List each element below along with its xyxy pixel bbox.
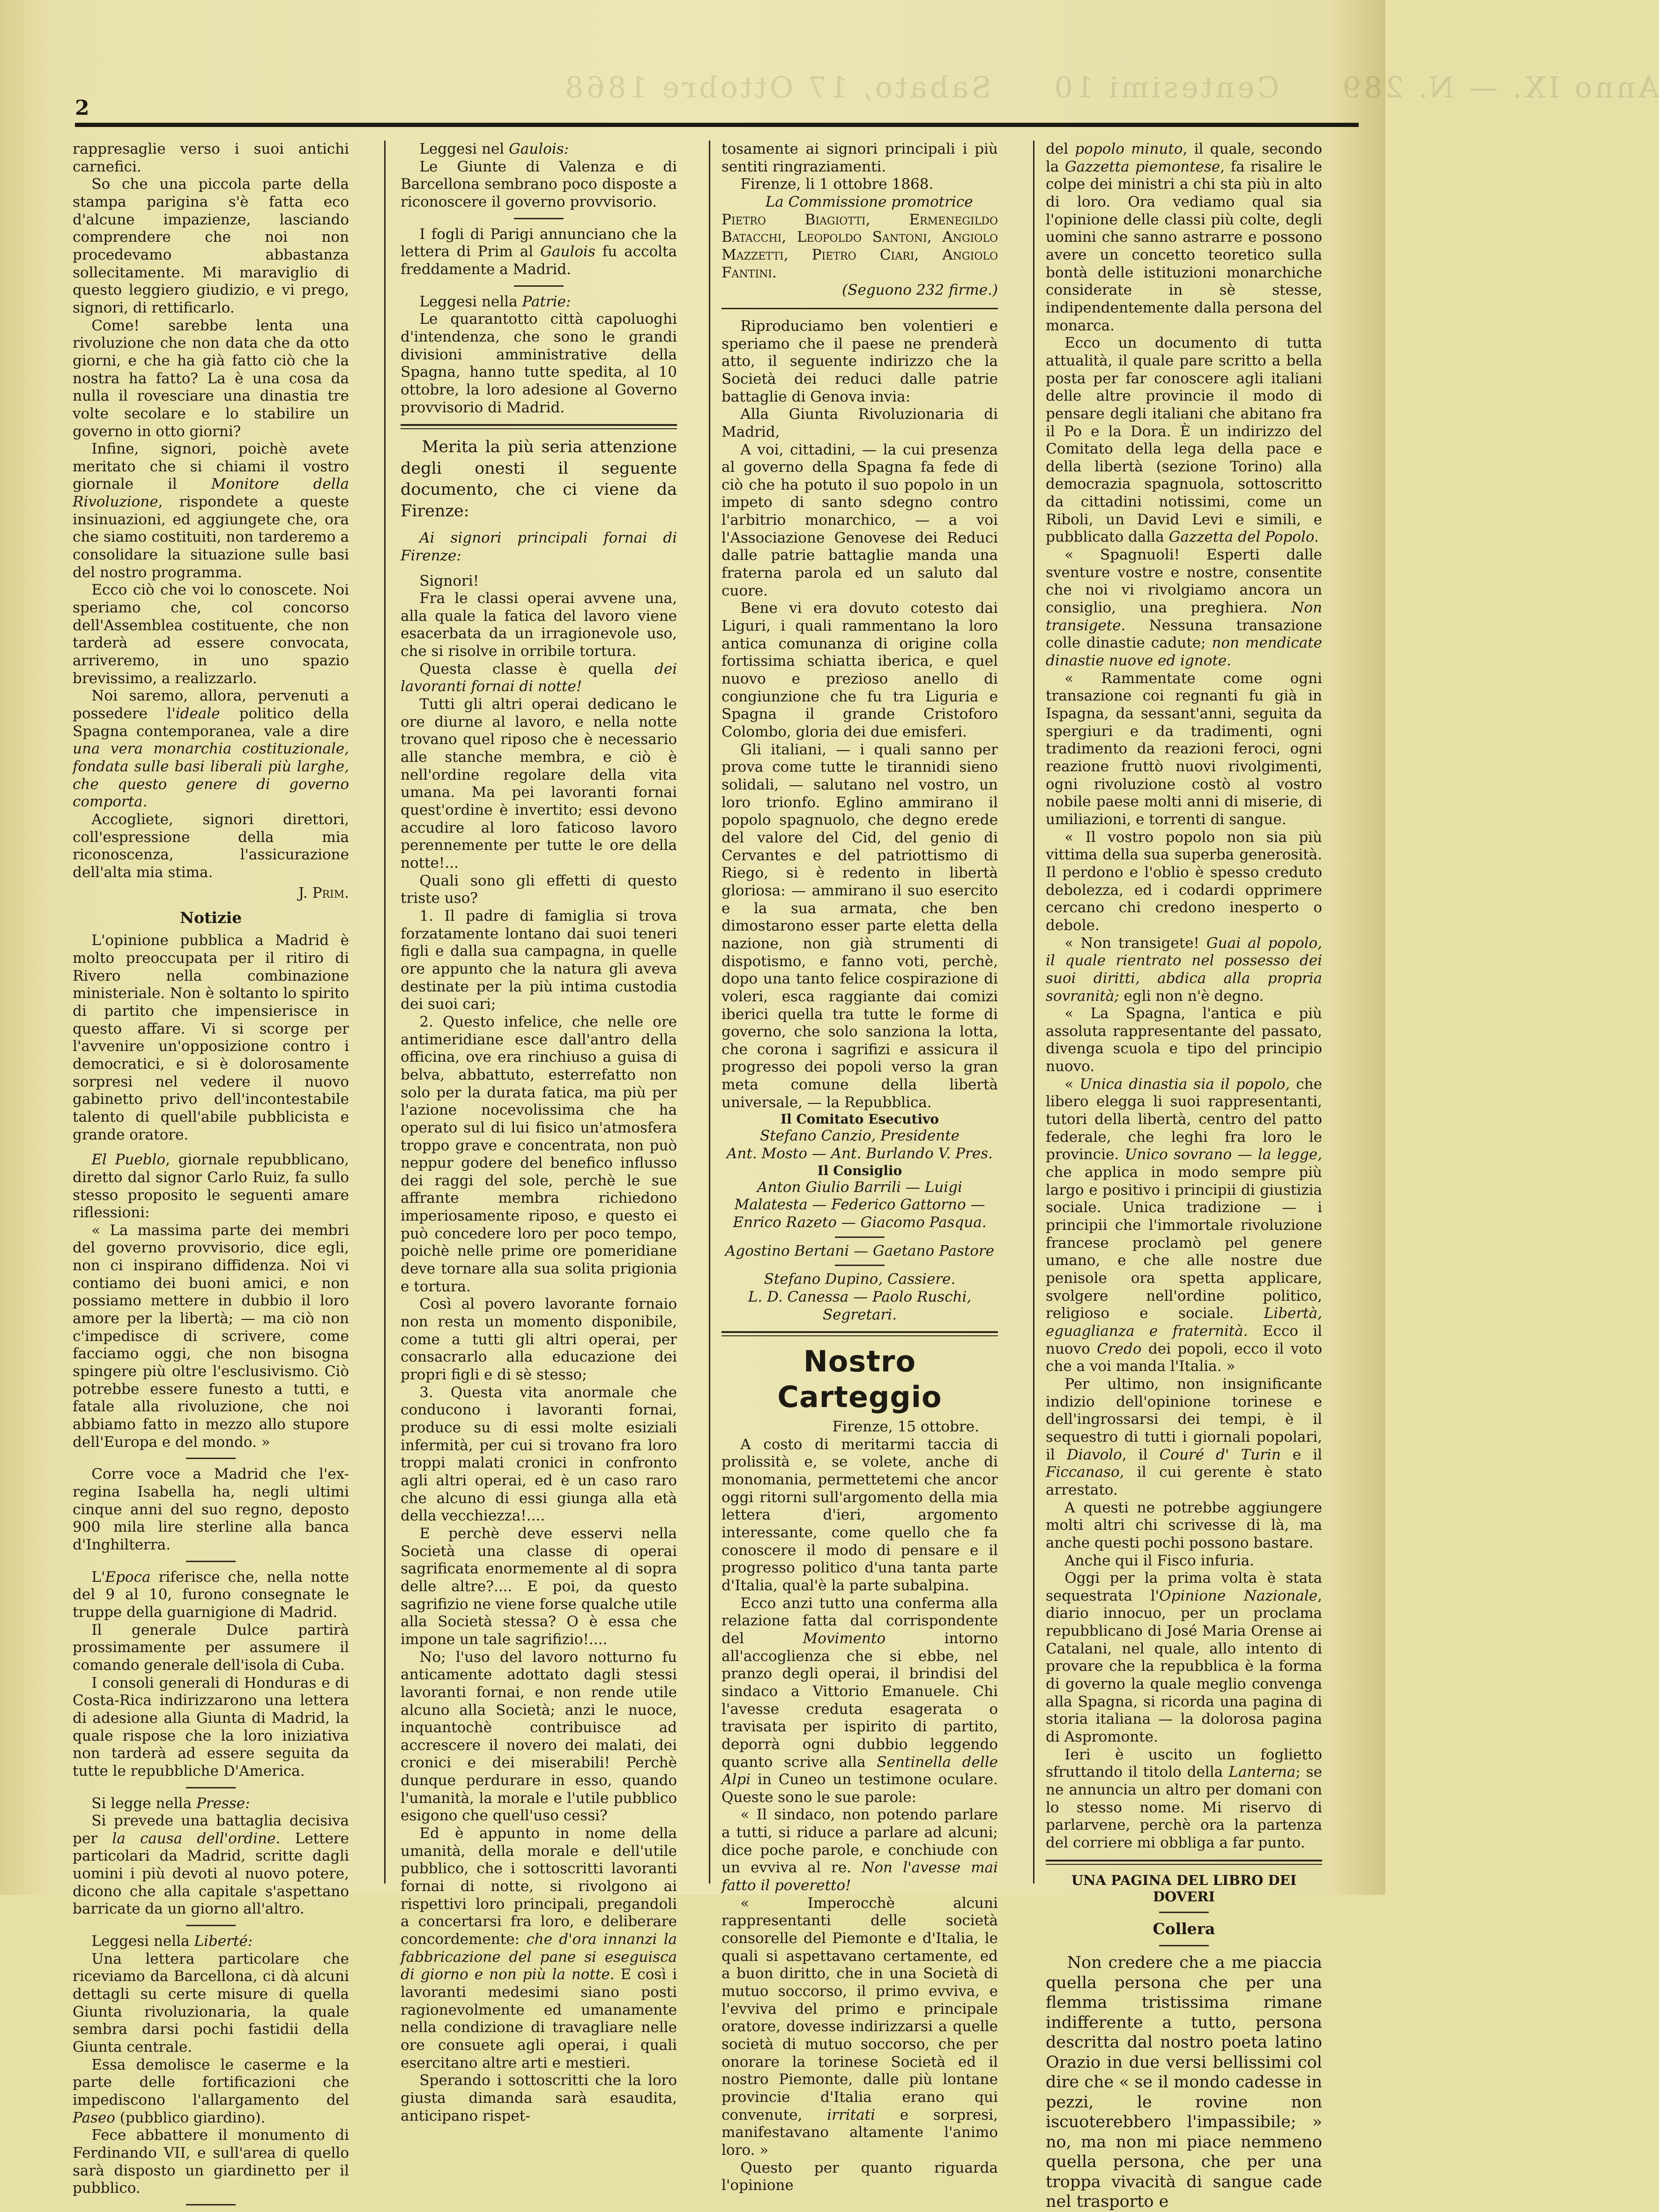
salutation: Signori! <box>419 572 479 589</box>
paragraph: Una lettera particolare che riceviamo da Barcellona, ci dà alcuni dettagli su certe misure di quella Giunta rivoluzionaria, la quale sembra darsi pochi fastidii della Giunta centrale. <box>73 1950 349 2056</box>
paragraph: Ecco ciò che voi lo conoscete. Noi speriamo che, col concorso dell'Assemblea costituente, che non tarderà ad essere convocata, arriveremo, in uno spazio brevissimo, a realizzarlo. <box>73 581 349 687</box>
paragraph: No; l'uso del lavoro notturno fu anticamente adottato dagli stessi lavoranti fornai, e non rende utile alcuno alla Società; anzi le nuoce, inquantochè contribuisce ad accrescere il novero dei malati, dei cronici e dei miserabili! Perchè dunque perdurare in esso, quando l'umanità, la morale e l'utile pubblico esigono che quell'uso cessi? <box>401 1648 677 1825</box>
divider <box>186 1925 236 1926</box>
paragraph: Anche qui il Fisco infuria. <box>1064 1552 1255 1569</box>
quote-paragraph: « La Spagna, l'antica e più assoluta rappresentante del passato, divenga scuola e tipo del principio nuovo. <box>1046 1005 1322 1075</box>
council-heading: Il Consiglio <box>817 1162 902 1178</box>
quote-paragraph: « Il vostro popolo non sia più vittima della sua superba generosità. Il perdono e l'oblio è spesso creduto debolezza, ed i codardi opprimere cercano chi credono inesperto o debole. <box>1046 828 1322 934</box>
signatories: Pietro Biagiotti, Ermenegildo Batacchi, Leopoldo Santoni, Angiolo Mazzetti, Pietro Ciari, Angiolo Fantini. <box>722 211 998 281</box>
secretaries-line: L. D. Canessa — Paolo Ruschi, Segretari. <box>748 1288 972 1323</box>
cashier-line: Stefano Dupino, Cassiere. <box>764 1271 956 1288</box>
divider <box>835 1265 885 1266</box>
quote-paragraph: « Rammentate come ogni transazione coi regnanti fu già in Ispagna, da sessant'anni, seguita da spergiuri e da tradimenti, ogni tradimento da reazioni feroci, ogni reazione fruttò nuovi rivolgimenti, ogni rivoluzione costò al vostro nobile paese molti anni di miserie, di umiliazioni, e torrenti di sangue. <box>1046 670 1322 828</box>
paragraph: tosamente ai signori principali i più sentiti ringraziamenti. <box>722 141 998 175</box>
divider <box>1159 1945 1209 1946</box>
section-heading-notizie: Notizie <box>179 909 242 927</box>
paragraph: Leggesi nel Gaulois: <box>419 141 569 157</box>
paragraph: Le Giunte di Valenza e di Barcellona sembrano poco disposte a riconoscere il governo provvisorio. <box>401 158 677 210</box>
paragraph: Non credere che a me piaccia quella persona che per una flemma tristissima rimane indifferente a tutto, persona descritta dal nostro poeta latino Orazio in due versi bellissimi col dire che « se il mondo cadesse in pezzi, le rovine non iscuoterebbero l'impassibile; » no, ma non mi piace nemmeno quella persona, che per una troppa vivacità di sangue cade nel trasporto e <box>1046 1953 1322 2212</box>
paragraph: Quali sono gli effetti di questo triste uso? <box>401 872 677 907</box>
paragraph: Si prevede una battaglia decisiva per la causa dell'ordine. Lettere particolari da Madrid, scritte dagli uomini i più devoti al nuovo potere, dicono che alla capitale s'aspettano barricate da un giorno all'altro. <box>73 1812 349 1918</box>
paragraph: Leggesi nella Patrie: <box>419 293 571 310</box>
paragraph: Tutti gli altri operai dedicano le ore diurne al lavoro, e nella notte trovano quel riposo che è necessario alle stanche membra, e ciò è nell'ordine regolare della vita umana. Ma pei lavoranti fornai quest'ordine è invertito; essi devono accudire al loro faticoso lavoro perennemente per tutte le ore della notte!... <box>401 696 677 871</box>
paragraph: A costo di meritarmi taccia di prolissità e, se volete, anche di monomania, permettetemi che ancor oggi ritorni sull'argomento della mia lettera d'ieri, argomento interessante, come quello che fa conoscere il modo di pensare e il progresso politico d'una tanta parte d'Italia, qual'è la parte subalpina. <box>722 1436 998 1594</box>
signatures-note: (Seguono 232 firme.) <box>842 282 998 299</box>
paragraph: I fogli di Parigi annunciano che la lettera di Prim al Gaulois fu accolta freddamente a Madrid. <box>401 225 677 278</box>
paragraph: Noi saremo, allora, pervenuti a possedere l'ideale politico della Spagna contemporanea, vale a dire una vera monarchia costituzionale, fondata sulle basi liberali più larghe, che questo genere di governo comporta. <box>73 687 349 811</box>
paragraph: A voi, cittadini, — la cui presenza al governo della Spagna fa fede di ciò che ha potuto il suo popolo in un impeto di santo sdegno contro l'arbitrio monarchico, — a voi l'Associazione Genovese dei Reduci dalle patrie battaglie manda una fraterna parola ed un saluto dal cuore. <box>722 441 998 599</box>
vice-president-line: Ant. Mosto — Ant. Burlando V. Pres. <box>727 1145 993 1162</box>
quote-paragraph: « La massima parte dei membri del governo provvisorio, dice egli, non ci inspirano diffidenza. Noi vi contiamo dei buoni amici, e non possiamo mettere in dubbio il loro amore per la libertà; — ma ciò non c'impedisce di scrivere, come facciamo oggi, che non bisogna spingere più oltre l'esclusivismo. Ciò potrebbe essere funesto a tutti, e fatale alla rivoluzione, che noi abbiamo fatto in mezzo allo stupore dell'Europa e del mondo. » <box>73 1221 349 1451</box>
paragraph: L'Epoca riferisce che, nella notte del 9 al 10, furono consegnate le truppe della guarnigione di Madrid. <box>73 1568 349 1621</box>
paragraph: Leggesi nella Liberté: <box>91 1933 253 1950</box>
paragraph: rappresaglie verso i suoi antichi carnefici. <box>73 141 349 175</box>
paragraph: A questi ne potrebbe aggiungere molti altri chi scrivesse di là, ma anche questi pochi possono bastare. <box>1046 1499 1322 1551</box>
section-heading-carteggio: Nostro Carteggio <box>777 1344 942 1414</box>
paragraph: E perchè deve esservi nella Società una classe di operai sagrificata enormemente al di sopra delle altre?.... E poi, da questo sagrifizio ne viene forse qualche utile alla Società stessa? O è essa che impone un tale sagrifizio!.... <box>401 1525 677 1648</box>
paragraph: Accogliete, signori direttori, coll'espressione della mia riconoscenza, l'assicurazione dell'alta mia stima. <box>73 811 349 881</box>
paragraph: Oggi per la prima volta è stata sequestrata l'Opinione Nazionale, diario innocuo, per un proclama repubblicano di José Maria Orense ai Catalani, nel quale, allo intento di provare che la repubblica è la forma di governo la quale meglio convenga alla Spagna, si ricorda una pagina di storia italiana — la dolorosa pagina di Aspromonte. <box>1046 1570 1322 1746</box>
paragraph: Il generale Dulce partirà prossimamente per assumere il comando generale dell'isola di Cuba. <box>73 1621 349 1674</box>
paragraph: Corre voce a Madrid che l'ex-regina Isabella ha, negli ultimi cinque anni del suo regno, deposto 900 mila lire sterline alla banca d'Inghilterra. <box>73 1466 349 1553</box>
section-heading-libro-dei-doveri: UNA PAGINA DEL LIBRO DEI DOVERI <box>1071 1872 1297 1905</box>
divider <box>186 1458 236 1459</box>
names-line: Agostino Bertani — Gaetano Pastore <box>725 1242 995 1259</box>
signature: J. Prim. <box>298 884 349 901</box>
paragraph: Questo per quanto riguarda l'opinione <box>722 2159 998 2194</box>
paragraph: Le quarantotto città capoluoghi d'intendenza, che sono le grandi divisioni amministrative della Spagna, hanno tutte spedita, al 10 ottobre, la loro adesione al Governo provvisorio di Madrid. <box>401 311 677 416</box>
paragraph: Infine, signori, poichè avete meritato che si chiami il vostro giornale il Monitore della Rivoluzione, rispondete a queste insinuazioni, ed aggiungete che, ora che siamo costituiti, non tarderemo a consolidare la situazione sulle basi del nostro programma. <box>73 440 349 581</box>
committee-heading: Il Comitato Esecutivo <box>781 1111 939 1127</box>
paragraph: El Pueblo, giornale repubblicano, diretto dal signor Carlo Ruiz, fa sullo stesso proposito le seguenti amare riflessioni: <box>73 1151 349 1221</box>
divider <box>514 285 564 287</box>
paragraph: Alla Giunta Rivoluzionaria di Madrid, <box>722 406 998 440</box>
column-2 <box>401 141 677 2125</box>
paragraph: So che una piccola parte della stampa parigina s'è fatta eco d'alcune impazienze, lasciando comprendere che noi non procedevamo abbastanza sollecitamente. Mi maraviglio di questo leggiero giudizio, e vi prego, signori, di rettificarlo. <box>73 176 349 316</box>
paragraph: Riproduciamo ben volentieri e speriamo che il paese ne prenderà atto, il seguente indirizzo che la Società dei reduci dalle patrie battaglie di Genova invia: <box>722 317 998 405</box>
paragraph: 3. Questa vita anormale che conducono i lavoranti fornai, produce su di essi molte esiziali infermità, per cui si trovano fra loro troppi malati cronici in confronto agli altri operai, ed è un caso raro che alcuno di essi giunga alla età della vecchiezza!.... <box>401 1384 677 1525</box>
show-through-text: Anno IX. — N. 289 Centesimi 10 Sabato, 17 Ottobre 1868 <box>562 70 1659 104</box>
header-rule <box>75 123 1359 127</box>
paragraph: del popolo minuto, il quale, secondo la Gazzetta piemontese, fa risalire le colpe dei ministri a chi sta più in alto di loro. Ora vediamo qual sia l'opinione delle classi più colte, degli uomini che sanno astrarre e possono avere un concetto teoretico sulla bontà delle istituzioni monarchiche considerate in sè stesse, indipendentemente dalla persona del monarca. <box>1046 141 1323 334</box>
paragraph: Fece abbattere il monumento di Ferdinando VII, e sull'area di quello sarà disposto un giardinetto per il pubblico. <box>73 2127 349 2197</box>
paragraph: Bene vi era dovuto cotesto dai Liguri, i quali rammentano la loro antica comunanza di origine colla fortissima schiatta iberica, e quel nuovo e prezioso anello di congiunzione che fu tra Liguria e Spagna il grande Cristoforo Colombo, gloria dei due emisferi. <box>722 600 998 740</box>
column-1 <box>73 141 349 2212</box>
date-line: Firenze, li 1 ottobre 1868. <box>740 176 934 193</box>
paragraph: Ieri è uscito un foglietto sfruttando il titolo della Lanterna; se ne annuncia un altro per domani con lo stesso nome. Mi riservo di parlarvene, perchè ora la partenza del corriere mi obbliga a far punto. <box>1046 1746 1322 1851</box>
paragraph: Per ultimo, non insignificante indizio dell'opinione torinese e dell'ingrossarsi dei tempi, è il sequestro di tutti i giornali popolari, il Diavolo, il Couré d' Turin e il Ficcanaso, il cui gerente è stato arrestato. <box>1046 1375 1322 1498</box>
paragraph: Sperando i sottoscritti che la loro giusta dimanda sarà esaudita, anticipano rispet- <box>401 2072 677 2124</box>
paragraph: Questa classe è quella dei lavoranti fornai di notte! <box>401 660 677 695</box>
page-number: 2 <box>75 96 89 120</box>
paragraph: Si legge nella Presse: <box>91 1795 250 1812</box>
paragraph: Come! sarebbe lenta una rivoluzione che non data che da otto giorni, e che ha già fatto ciò che la nostra ha fatto? La è una cosa da nulla il rovesciare una dinastia tre volte secolare e lo stabilire un governo in otto giorni? <box>73 317 349 440</box>
paragraph: Così al povero lavorante fornaio non resta un momento disponibile, come a tutti gli altri operai, per consacrarlo alla educazione dei propri figli e di sè stesso; <box>401 1296 677 1384</box>
column-divider <box>1033 141 1034 1884</box>
divider <box>514 218 564 219</box>
paragraph: 2. Questo infelice, che nelle ore antimeridiane esce dall'antro della officina, ove era rinchiuso a guisa di belva, abbattuto, esterrefatto non solo per la durata fatica, ma più per l'azione nocevolissima che ha operato sul di lui fisico un'atmosfera troppo grave e concentrata, non può neppur godere del benefico influsso dei raggi del sole, perchè le sue affrante membra richiedono imperiosamente riposo, e questo ei può concedere loro per poco tempo, poichè nelle prime ore pomeridiane deve tornare alla sua solita prigionia e tortura. <box>401 1013 677 1295</box>
paragraph: Ecco un documento di tutta attualità, il quale pare scritto a bella posta per far conoscere agli italiani delle altre provincie il modo di pensare degli italiani che abitano fra il Po e la Dora. È un indirizzo del Comitato della lega della pace e della libertà (sezione Torino) alla democrazia spagnuola, sottoscritto da cittadini notissimi, come un Riboli, un David Levi e simili, e pubblicato dalla Gazzetta del Popolo. <box>1046 335 1322 546</box>
president-line: Stefano Canzio, Presidente <box>759 1127 960 1145</box>
paragraph: Essa demolisce le caserme e la parte delle fortificazioni che impediscono l'allargamento del Paseo (pubblico giardino). <box>73 2056 349 2126</box>
date-line: Firenze, 15 ottobre. <box>832 1418 979 1436</box>
quote-paragraph: « Il sindaco, non potendo parlare a tutti, si riduce a parlare ad alcuni; dice poche parole, e conchiude con un evviva al re. Non l'avesse mai fatto il poveretto! <box>722 1806 998 1894</box>
column-3 <box>722 141 998 2195</box>
divider <box>1159 1912 1209 1913</box>
column-divider <box>709 141 710 1884</box>
committee-line: La Commissione promotrice <box>765 193 973 210</box>
paragraph: I consoli generali di Honduras e di Costa-Rica indirizzarono una lettera di adesione alla Giunta di Madrid, la quale rispose che la loro iniziativa non tarderà ad essere seguita da tutte le repubbliche D'America. <box>73 1674 349 1780</box>
intro-paragraph: Merita la più seria attenzione degli onesti il seguente documento, che ci viene da Firenze: <box>401 438 677 521</box>
double-rule <box>401 424 677 429</box>
paragraph: Fra le classi operai avvene una, alla quale la fatica del lavoro viene esacerbata da un irragionevole uso, che si risolve in orribile tortura. <box>401 590 677 660</box>
divider <box>722 308 998 309</box>
section-heading-collera: Collera <box>1153 1920 1215 1938</box>
quote-paragraph: « Unica dinastia sia il popolo, che libero elegga li suoi rappresentanti, tutori della libertà, centro del patto federale, che leghi fra loro le provincie. Unico sovrano — la legge, che applica in modo sempre più largo e positivo i principii di giustizia sociale. Unica tradizione — i principii che l'immortale rivoluzione francese proclamò pel genere umano, e che alle nostre due penisole ora spetta applicare, svolgere nell'ordine politico, religioso e sociale. Libertà, eguaglianza e fraternità. Ecco il nuovo Credo dei popoli, ecco il voto che a voi manda l'Italia. » <box>1046 1075 1323 1375</box>
divider <box>835 1236 885 1238</box>
double-rule <box>1046 1860 1322 1865</box>
paragraph: L'opinione pubblica a Madrid è molto preoccupata per il ritiro di Rivero nella combinazione ministeriale. Non è soltanto lo spirito di partito che impensierisce in questo affare. Vi si scorge per l'avvenire un'opposizione contro i democratici, e si è dolorosamente sorpresi nel vedere il nuovo gabinetto privo dell'incontestabile talento di quell'abile pubblicista e grande oratore. <box>73 932 349 1143</box>
column-divider <box>384 141 386 1884</box>
divider <box>186 1561 236 1562</box>
quote-paragraph: « Imperocchè alcuni rappresentanti delle società consorelle del Piemonte e d'Italia, le quali si aspettavano certamente, ed a buon diritto, che in una Società di mutuo soccorso, il primo evviva, e l'evviva del primo e principale oratore, dovesse indirizzarsi a quelle società di mutuo soccorso, che per onorare la torinese Società ed il nostro Piemonte, dalle più lontane provincie d'Italia erano qui convenute, irritati e sorpresi, manifestavano altamente l'animo loro. » <box>722 1894 998 2159</box>
divider <box>186 2204 236 2205</box>
document-title: Ai signori principali fornai di Firenze: <box>401 529 677 564</box>
divider <box>186 1787 236 1788</box>
paragraph: 1. Il padre di famiglia si trova forzatamente lontano dai suoi teneri figli e dalla sua campagna, in quelle ore appunto che la natura gli aveva destinate per la più intima custodia dei suoi cari; <box>401 907 677 1013</box>
quote-paragraph: « Spagnuoli! Esperti dalle sventure vostre e nostre, consentite che noi vi rivolgiamo ancora un consiglio, una preghiera. Non transigete. Nessuna transazione colle dinastie cadute; non mendicate dinastie nuove ed ignote. <box>1046 546 1322 670</box>
quote-paragraph: « Non transigete! Guai al popolo, il quale rientrato nel possesso dei suoi diritti, abdica alla propria sovranità; egli non n'è degno. <box>1046 934 1323 1005</box>
paragraph: Ed è appunto in nome della umanità, della morale e dell'utile pubblico, che i sottoscritti lavoranti fornai di notte, si rivolgono ai rispettivi loro principali, pregandoli a concertarsi fra loro, e deliberare concordemente: che d'ora innanzi la fabbricazione del pane si eseguisca di giorno e non più la notte. E così i lavoranti medesimi siano posti ragionevolmente ed umanamente nella condizione di travagliare nelle ore consuete agli operai, i quali esercitano altre arti e mestieri. <box>401 1825 677 2071</box>
council-names: Anton Giulio Barrili — Luigi Malatesta — Federico Gattorno — Enrico Razeto — Giacomo Pasqua. <box>733 1178 987 1231</box>
double-rule <box>722 1331 998 1336</box>
paragraph: Ecco anzi tutto una conferma alla relazione fatta dal corrispondente del Movimento intorno all'accoglienza che si ebbe, nel pranzo degli operai, il brindisi del sindaco a Vittorio Emanuele. Chi l'avesse creduta esagerata o travisata per ispirito di partito, deporrà ogni dubbio leggendo quanto scrive alla Sentinella delle Alpi in Cuneo un testimone oculare. Queste sono le sue parole: <box>722 1594 998 1806</box>
column-4 <box>1046 141 1322 2212</box>
paragraph: Gli italiani, — i quali sanno per prova come tutte le tirannidi sieno solidali, — salutano nel vostro, un loro trionfo. Eglino ammirano il popolo spagnuolo, che degno erede del valore del Cid, del genio di Cervantes e del patriottismo di Riego, si è redento in libertà gloriosa: — ammirano il suo esercito e la sua armata, che ben dimostarono esser parte eletta della nazione, non già strumenti di dispotismo, e fanno voti, perchè, dopo una tanto felice cospirazione di voleri, esca raggiante dai comizi iberici quella tra tutte le forme di governo, che solo sanziona la lotta, che corona i sagrifizi e assicura il progresso dei popoli verso la gran meta comune della libertà universale, — la Repubblica. <box>722 741 998 1111</box>
